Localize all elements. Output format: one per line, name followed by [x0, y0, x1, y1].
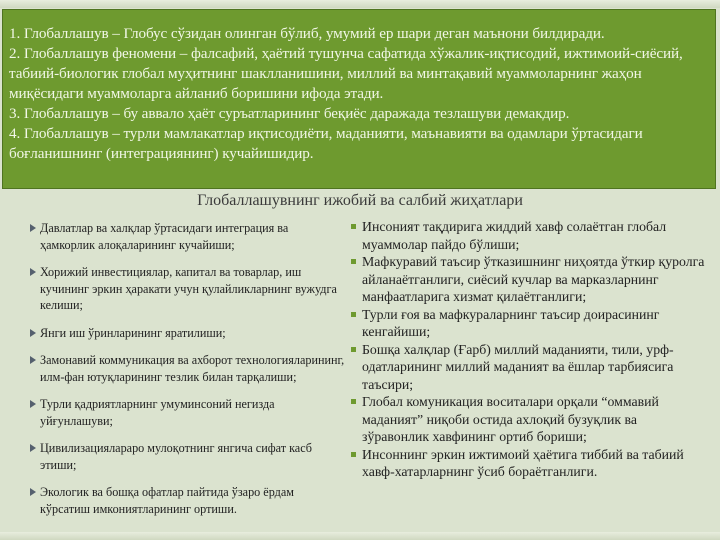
arrow-bullet-icon [30, 356, 36, 364]
square-bullet-icon [351, 347, 356, 352]
definition-2: 2. Глобаллашув феномени – фалсафий, ҳаётий тушунча сафатида хўжалик-иқтисодий, ижтимоий-сиёсий, табиий-биологик глобал муҳитнинг шаклланишини, миллий ва минтақавий муаммоларнинг жаҳон миқёсидаги муаммоларга айланиб боришини ифода этади. [9, 45, 683, 102]
square-bullet-icon [351, 399, 356, 404]
negative-item: Турли ғоя ва мафкураларнинг таъсир доирасининг кенгайиши; [350, 306, 705, 341]
arrow-bullet-icon [30, 329, 36, 337]
positive-item: Давлатлар ва халқлар ўртасидаги интеграция ва ҳамкорлик алоқаларининг кучайиши; [26, 220, 346, 253]
positive-item: Хорижий инвестициялар, капитал ва товарлар, иш кучининг эркин ҳаракати учун қулайликларнинг вужудга келиши; [26, 264, 346, 314]
arrow-bullet-icon [30, 224, 36, 232]
definition-3: 3. Глобаллашув – бу аввало ҳаёт суръатларининг беқиёс даражада тезлашуви демакдир. [9, 105, 570, 122]
square-bullet-icon [351, 259, 356, 264]
negative-item: Глобал комуникация воситалари орқали “оммавий маданият” ниқоби остида ахлоқий бузуқлик ва зўравонлик хавфининг ортиб бориши; [350, 393, 705, 446]
positive-list [26, 220, 346, 528]
negative-item: Инсоният тақдирига жиддий хавф солаётган глобал муаммолар пайдо бўлиши; [350, 218, 705, 253]
negative-item: Мафкуравий таъсир ўтказишнинг ниҳоятда ўткир қуролга айланаётганлиги, сиёсий кучлар ва марказларнинг манфаатларига хизмат қилаётганлиги; [350, 253, 705, 306]
negative-item: Бошқа халқлар (Ғарб) миллий маданияти, тили, урф-одатларининг миллий маданият ва ёшлар тарбиясига таъсири; [350, 341, 705, 394]
definitions-box [2, 9, 716, 189]
square-bullet-icon [351, 312, 356, 317]
section-heading: Глобаллашувнинг ижобий ва салбий жиҳатлари [197, 192, 523, 209]
square-bullet-icon [351, 224, 356, 229]
positive-item: Турли қадриятларнинг умуминсоний негизда уйғунлашуви; [26, 396, 346, 429]
arrow-bullet-icon [30, 444, 36, 452]
arrow-bullet-icon [30, 400, 36, 408]
bottom-stripe [0, 532, 720, 540]
square-bullet-icon [351, 452, 356, 457]
definition-1: 1. Глобаллашув – Глобус сўзидан олинган бўлиб, умумий ер шари деган маънони билдиради. [9, 25, 605, 42]
arrow-bullet-icon [30, 488, 36, 496]
arrow-bullet-icon [30, 268, 36, 276]
negative-list [350, 218, 705, 481]
positive-item: Замонавий коммуникация ва ахборот технологияларининг, илм-фан ютуқларининг тезлик билан тарқалиши; [26, 352, 346, 385]
definition-4: 4. Глобаллашув – турли мамлакатлар иқтисодиёти, маданияти, маънавияти ва одамлари ўртасидаги боғланишнинг (интеграциянинг) кучайишидир. [9, 125, 643, 162]
positive-item: Янги иш ўринларининг яратилиши; [26, 325, 346, 342]
negative-item: Инсоннинг эркин ижтимоий ҳаётига тиббий ва табиий хавф-хатарларнинг ўсиб бораётганлиги. [350, 446, 705, 481]
top-stripe [0, 0, 720, 8]
positive-item: Цивилизацияларaро мулоқотнинг янгича сифат касб этиши; [26, 440, 346, 473]
positive-item: Экологик ва бошқа офатлар пайтида ўзаро ёрдам кўрсатиш имкониятларининг ортиши. [26, 484, 346, 517]
